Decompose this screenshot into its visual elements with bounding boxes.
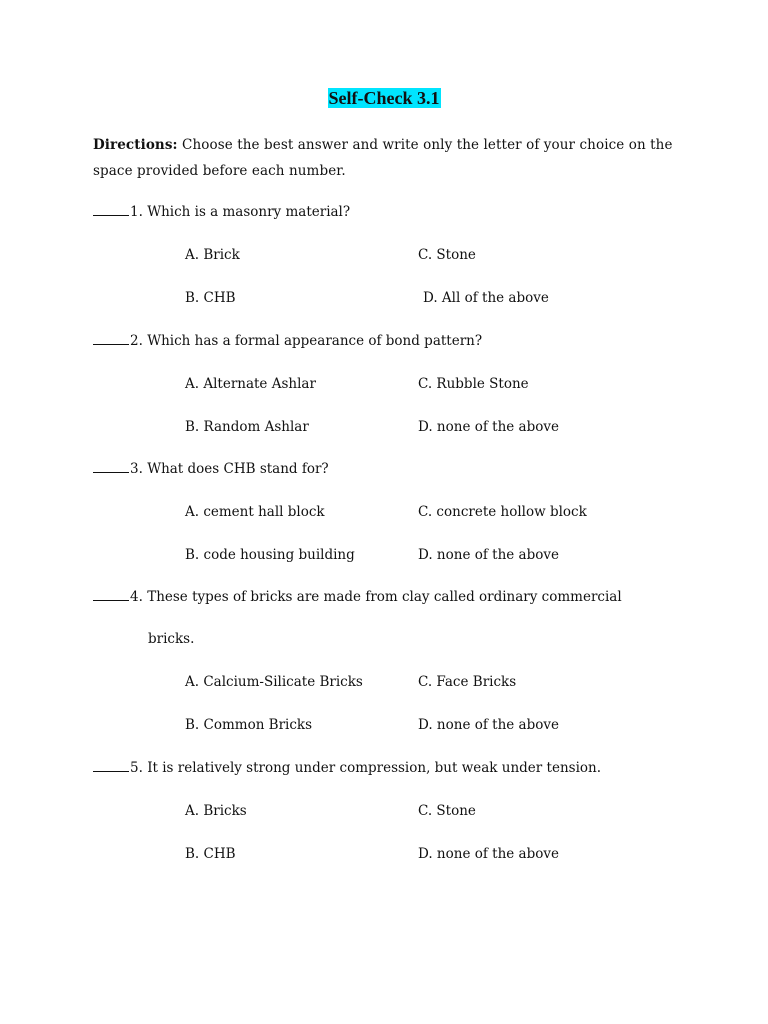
option-b: B. CHB bbox=[185, 290, 236, 306]
option-a: A. Calcium-Silicate Bricks bbox=[185, 674, 363, 690]
question-number: 1. bbox=[130, 204, 143, 220]
question-4 bbox=[93, 587, 622, 607]
option-c: C. Stone bbox=[418, 247, 476, 263]
question-number: 3. bbox=[130, 461, 143, 477]
question-text: Which has a formal appearance of bond pattern? bbox=[147, 333, 483, 349]
answer-blank-5[interactable] bbox=[93, 758, 129, 772]
question-number: 4. bbox=[130, 589, 143, 605]
question-text: Which is a masonry material? bbox=[147, 204, 351, 220]
answer-blank-3[interactable] bbox=[93, 459, 129, 473]
option-a: A. Alternate Ashlar bbox=[185, 376, 316, 392]
question-text: These types of bricks are made from clay called ordinary commercial bbox=[147, 589, 622, 605]
option-d: D. none of the above bbox=[418, 846, 559, 862]
option-d: D. none of the above bbox=[418, 547, 559, 563]
question-text: It is relatively strong under compression, but weak under tension. bbox=[147, 760, 602, 776]
option-a: A. cement hall block bbox=[185, 504, 325, 520]
question-number: 5. bbox=[130, 760, 143, 776]
answer-blank-1[interactable] bbox=[93, 202, 129, 216]
question-5 bbox=[93, 758, 601, 778]
question-2 bbox=[93, 331, 482, 351]
question-text-continued: bricks. bbox=[148, 631, 195, 647]
option-d: D. none of the above bbox=[418, 419, 559, 435]
directions bbox=[93, 132, 693, 184]
option-c: C. Rubble Stone bbox=[418, 376, 529, 392]
option-c: C. Stone bbox=[418, 803, 476, 819]
option-d: D. none of the above bbox=[418, 717, 559, 733]
option-b: B. Random Ashlar bbox=[185, 419, 309, 435]
title-text: Self-Check 3.1 bbox=[328, 88, 440, 108]
question-1 bbox=[93, 202, 350, 222]
answer-blank-2[interactable] bbox=[93, 331, 129, 345]
option-a: A. Bricks bbox=[185, 803, 247, 819]
answer-blank-4[interactable] bbox=[93, 587, 129, 601]
directions-text: Choose the best answer and write only the letter of your choice on the space provided before each number. bbox=[93, 137, 673, 179]
page-title bbox=[0, 87, 768, 109]
option-a: A. Brick bbox=[185, 247, 240, 263]
option-d: D. All of the above bbox=[423, 290, 549, 306]
directions-label: Directions: bbox=[93, 137, 178, 153]
question-number: 2. bbox=[130, 333, 143, 349]
option-b: B. Common Bricks bbox=[185, 717, 313, 733]
option-c: C. concrete hollow block bbox=[418, 504, 587, 520]
option-b: B. code housing building bbox=[185, 547, 355, 563]
question-3 bbox=[93, 459, 329, 479]
option-c: C. Face Bricks bbox=[418, 674, 517, 690]
option-b: B. CHB bbox=[185, 846, 236, 862]
question-text: What does CHB stand for? bbox=[147, 461, 329, 477]
